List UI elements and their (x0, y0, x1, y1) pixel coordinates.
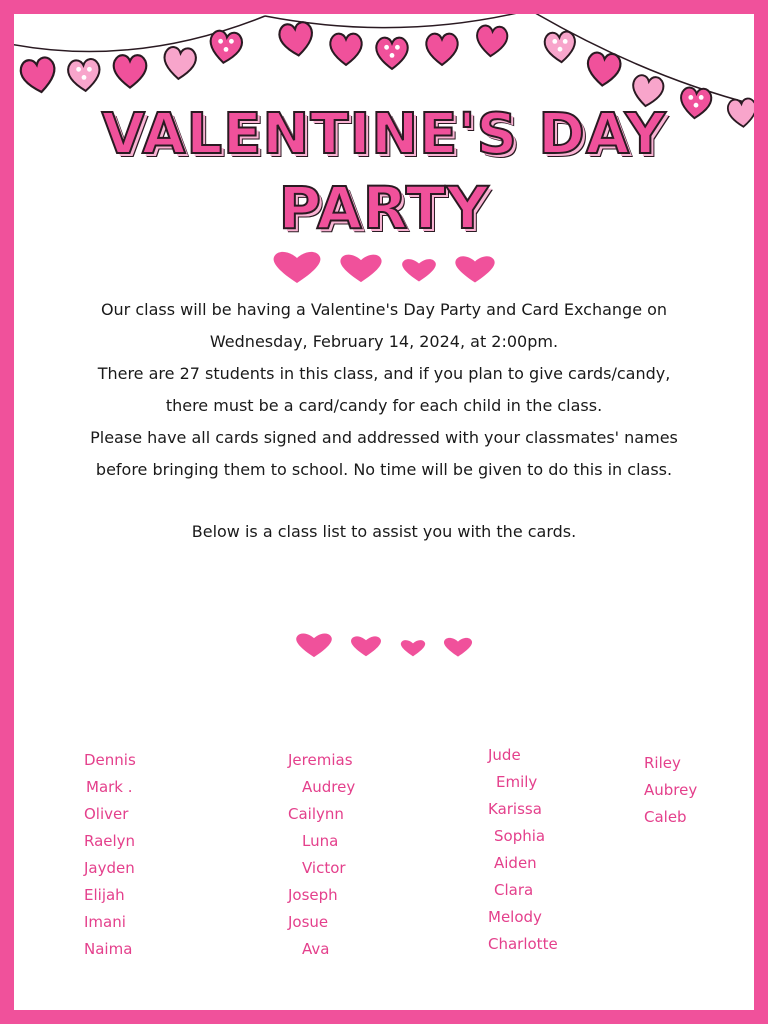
heart-icon (401, 256, 437, 284)
student-name: Karissa (488, 800, 542, 818)
heart-icon (272, 250, 322, 284)
student-name: Naima (84, 940, 133, 958)
bunting-heart-dot (563, 39, 568, 44)
student-name: Jeremias (288, 751, 353, 769)
student-name: Oliver (84, 805, 129, 823)
student-name: Audrey (302, 778, 356, 796)
invitation-line: There are 27 students in this class, and if you plan to give cards/candy, (97, 364, 671, 383)
heart-icon (454, 254, 496, 284)
bunting-heart-dot (82, 75, 87, 80)
bunting-heart-dot (218, 39, 223, 44)
student-name: Clara (494, 881, 534, 899)
invitation-line: Please have all cards signed and addressed with your classmates' names (90, 428, 678, 447)
bunting-heart (278, 21, 315, 58)
invitation-line: there must be a card/candy for each child in the class. (165, 396, 603, 415)
bunting-heart (19, 56, 58, 95)
bunting-heart-dot (384, 45, 389, 50)
student-name: Ava (302, 940, 330, 958)
student-name: Sophia (494, 827, 546, 845)
bunting-heart (114, 55, 147, 87)
student-name: Emily (496, 773, 538, 791)
student-name: Charlotte (488, 935, 558, 953)
class-list-column-3 (488, 742, 558, 958)
bunting-heart-dot (224, 47, 229, 52)
heart-divider-middle (14, 632, 754, 662)
student-name: Aubrey (644, 781, 698, 799)
bunting-heart-dot (87, 67, 92, 72)
bunting-heart-dot (688, 95, 693, 100)
bunting-heart-dot (699, 95, 704, 100)
bunting-heart (163, 46, 197, 80)
title-line-2: PARTY (278, 174, 490, 242)
student-name: Aiden (494, 854, 537, 872)
class-list-column-2 (288, 747, 355, 963)
heart-icon (443, 636, 473, 658)
student-name: Jayden (84, 859, 135, 877)
invitation-text (54, 294, 714, 548)
student-name: Josue (288, 913, 329, 931)
student-name: Melody (488, 908, 542, 926)
invitation-line: Our class will be having a Valentine's Day Party and Card Exchange on (100, 300, 668, 319)
invitation-line: Wednesday, February 14, 2024, at 2:00pm. (209, 332, 559, 351)
student-name: Riley (644, 754, 681, 772)
heart-divider-top (14, 250, 754, 288)
student-name: Victor (302, 859, 346, 877)
bunting-heart (330, 34, 362, 65)
heart-icon (339, 252, 383, 284)
class-list-column-1 (84, 747, 136, 963)
class-list-column-4 (644, 750, 697, 831)
bunting-heart-dot (229, 39, 234, 44)
bunting-heart-dot (558, 47, 563, 52)
student-name: Elijah (84, 886, 125, 904)
bunting-heart-dot (552, 39, 557, 44)
student-name: Dennis (84, 751, 136, 769)
student-name: Cailynn (288, 805, 344, 823)
student-name: Raelyn (84, 832, 136, 850)
heart-icon (400, 638, 426, 658)
bunting-heart (475, 25, 508, 58)
student-name: Mark . (86, 778, 133, 796)
student-name: Jude (488, 746, 521, 764)
bunting-heart-dot (390, 53, 395, 58)
student-name: Caleb (644, 808, 687, 826)
student-name: Imani (84, 913, 126, 931)
class-list-intro: Below is a class list to assist you with the cards. (191, 522, 577, 541)
bunting-heart (426, 34, 458, 65)
title-line-1: VALENTINE'S DAY (101, 102, 667, 167)
student-name: Joseph (288, 886, 338, 904)
heart-icon (350, 634, 382, 658)
heart-icon (295, 632, 333, 658)
bunting-heart-dot (395, 45, 400, 50)
bunting-heart-dot (76, 67, 81, 72)
student-name: Luna (302, 832, 339, 850)
invitation-line: before bringing them to school. No time will be given to do this in class. (95, 460, 673, 479)
bunting-heart (586, 52, 621, 87)
